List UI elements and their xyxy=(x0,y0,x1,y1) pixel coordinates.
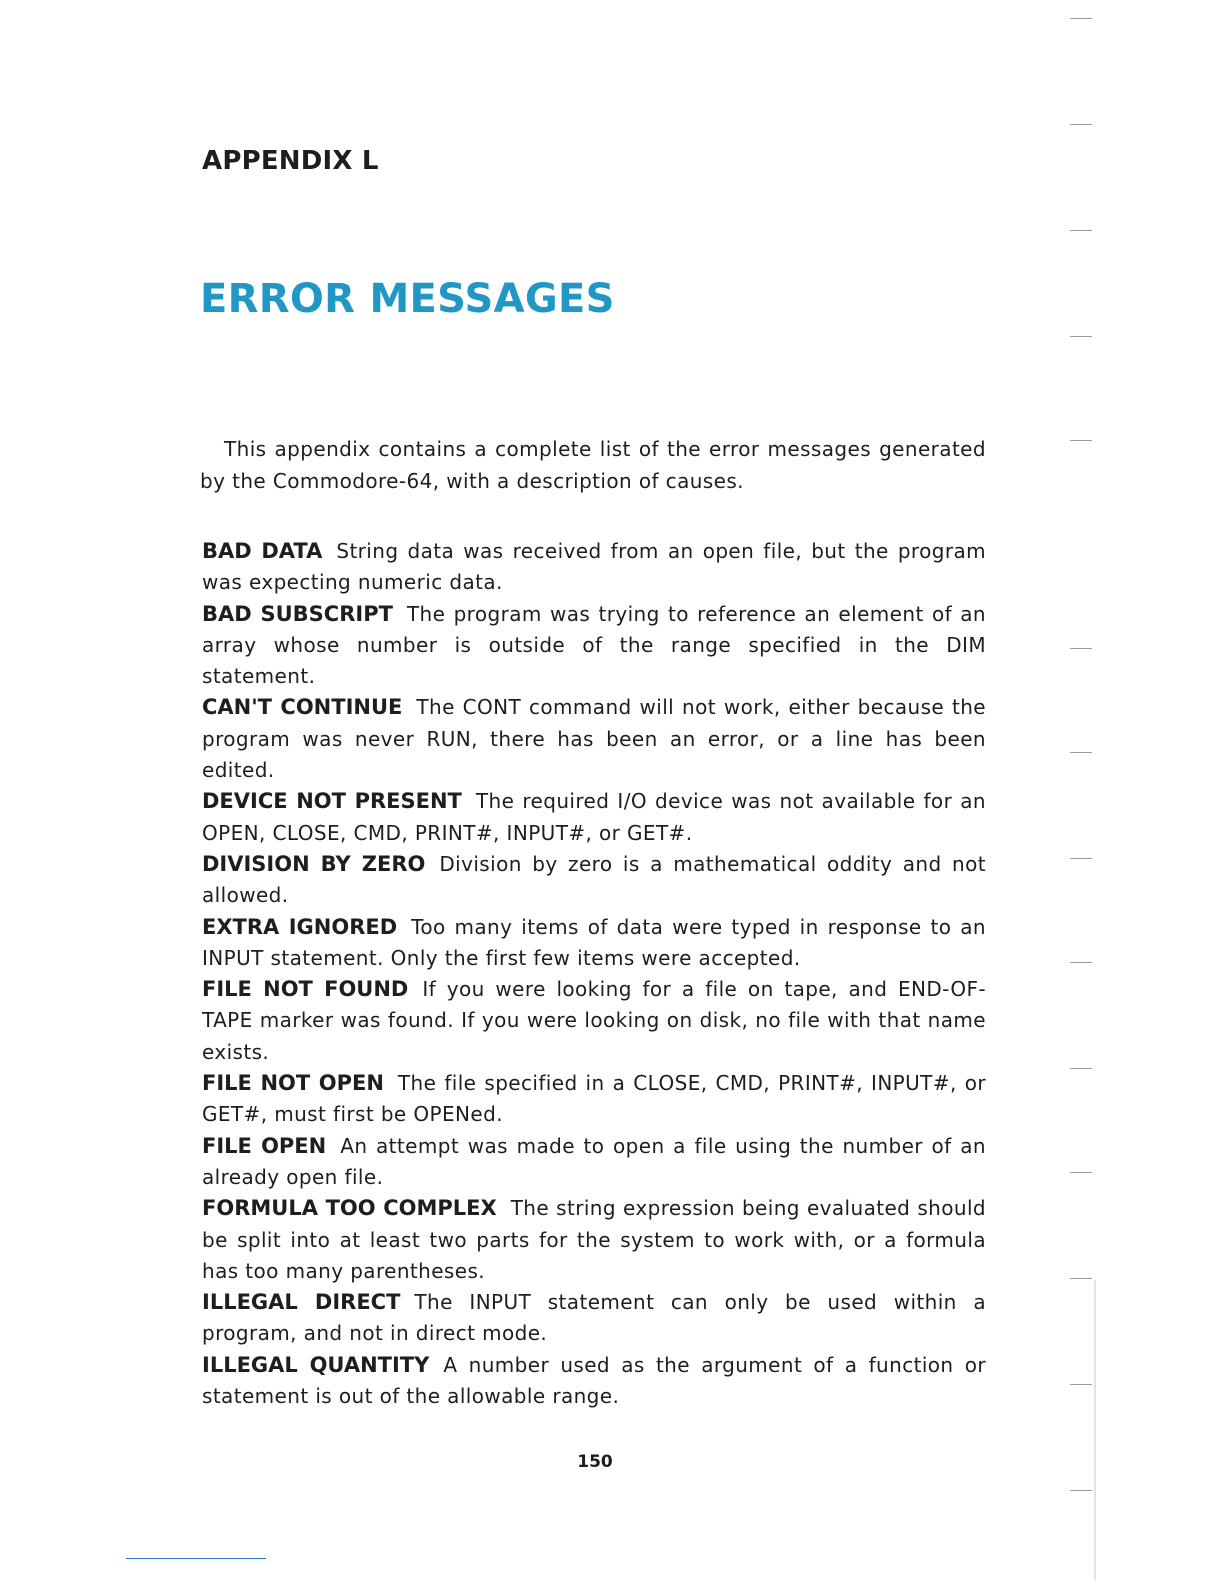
margin-mark xyxy=(1070,124,1092,125)
error-description: An attempt was made to open a file using the number of an already open file. xyxy=(202,1133,986,1189)
error-term: DEVICE NOT PRESENT xyxy=(202,789,462,814)
error-description: If you were looking for a file on tape, and END-OF-TAPE marker was found. If you were looking on disk, no file with that name exists. xyxy=(202,977,987,1064)
error-description: The INPUT statement can only be used within a program, and not in direct mode. xyxy=(202,1290,986,1346)
margin-marks xyxy=(1064,0,1104,1584)
error-entry-file-not-found xyxy=(202,974,986,1068)
error-term: CAN'T CONTINUE xyxy=(202,695,403,720)
margin-mark xyxy=(1070,962,1092,963)
error-entry-illegal-direct xyxy=(202,1287,986,1350)
scan-edge-shadow xyxy=(1094,1280,1096,1580)
margin-mark xyxy=(1070,230,1092,231)
error-term: FORMULA TOO COMPLEX xyxy=(202,1196,497,1221)
error-description: String data was received from an open file, but the program was expecting numeric data. xyxy=(202,539,986,595)
page-number: 150 xyxy=(577,1452,613,1472)
error-term: FILE NOT OPEN xyxy=(202,1071,384,1096)
error-term: FILE OPEN xyxy=(202,1133,327,1158)
margin-mark xyxy=(1070,336,1092,337)
error-description: A number used as the argument of a function or statement is out of the allowable range. xyxy=(202,1352,986,1409)
intro-paragraph: This appendix contains a complete list of the error messages generated by the Commodore-64, with a description of causes. xyxy=(200,437,986,493)
margin-mark xyxy=(1070,648,1092,649)
margin-mark xyxy=(1070,440,1092,441)
margin-mark xyxy=(1070,18,1092,19)
error-term: ILLEGAL DIRECT xyxy=(202,1290,401,1315)
error-entry-illegal-quantity xyxy=(202,1350,986,1413)
error-description: The string expression being evaluated should be split into at least two parts for the system to work with, or a formula has too many parentheses. xyxy=(202,1196,986,1283)
appendix-heading: APPENDIX L xyxy=(202,146,379,176)
error-entry-cant-continue xyxy=(202,692,986,786)
error-term: DIVISION BY ZERO xyxy=(202,851,426,876)
error-description: The file specified in a CLOSE, CMD, PRINT#, INPUT#, or GET#, must first be OPENed. xyxy=(202,1071,986,1127)
error-entry-device-not-present xyxy=(202,786,986,849)
bottom-rule xyxy=(126,1558,266,1559)
error-description: The required I/O device was not available for an OPEN, CLOSE, CMD, PRINT#, INPUT#, or GET#. xyxy=(202,789,986,845)
error-description: The program was trying to reference an element of an array whose number is outside of the range specified in the DIM statement. xyxy=(202,601,986,689)
error-term: FILE NOT FOUND xyxy=(202,977,409,1002)
margin-mark xyxy=(1070,1384,1092,1385)
margin-mark xyxy=(1070,1172,1092,1173)
error-entry-extra-ignored xyxy=(202,912,986,975)
error-list xyxy=(202,536,986,1412)
error-term: ILLEGAL QUANTITY xyxy=(202,1352,430,1377)
margin-mark xyxy=(1070,1490,1092,1491)
error-entry-file-not-open xyxy=(202,1068,986,1131)
error-entry-bad-subscript xyxy=(202,599,986,693)
error-entry-file-open xyxy=(202,1131,986,1194)
error-entry-division-by-zero xyxy=(202,849,986,912)
page-title: ERROR MESSAGES xyxy=(200,276,615,322)
error-term: BAD SUBSCRIPT xyxy=(202,601,393,626)
margin-mark xyxy=(1070,1068,1092,1069)
margin-mark xyxy=(1070,858,1092,859)
error-description: Division by zero is a mathematical oddity and not allowed. xyxy=(202,851,986,908)
error-entry-bad-data xyxy=(202,536,986,599)
error-description: The CONT command will not work, either because the program was never RUN, there has been an error, or a line has been edited. xyxy=(202,695,986,783)
error-entry-formula-too-complex xyxy=(202,1193,986,1287)
error-term: BAD DATA xyxy=(202,539,323,563)
error-description: Too many items of data were typed in response to an INPUT statement. Only the first few items were accepted. xyxy=(202,914,986,970)
margin-mark xyxy=(1070,752,1092,753)
error-term: EXTRA IGNORED xyxy=(202,914,398,939)
margin-mark xyxy=(1070,1278,1092,1279)
